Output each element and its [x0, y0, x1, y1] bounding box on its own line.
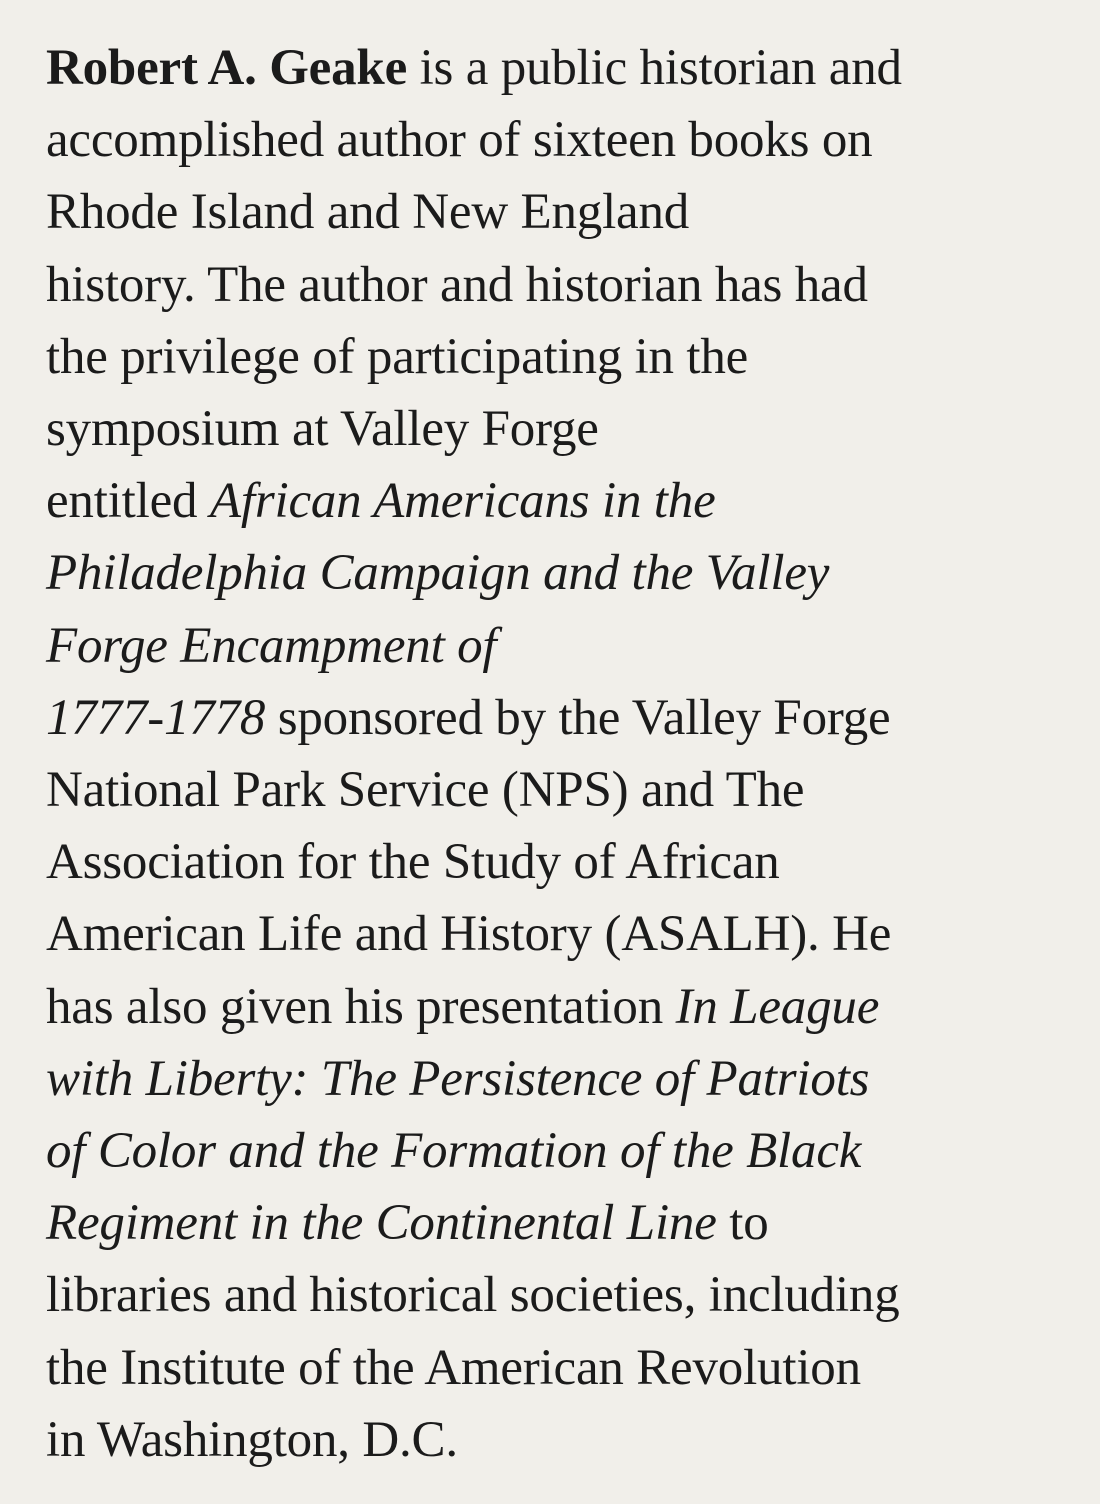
bio-line — [46, 465, 1086, 537]
bio-line — [46, 898, 1086, 970]
presentation-title: Regiment in the Continental Line — [46, 1195, 717, 1252]
author-bio — [46, 32, 1086, 1476]
symposium-title: 1777-1778 — [46, 689, 266, 746]
presentation-title: with Liberty: The Persistence of Patriots — [46, 1050, 870, 1107]
bio-text: symposium at Valley Forge — [46, 401, 599, 458]
bio-text: Rhode Island and New England — [46, 184, 690, 241]
bio-text: Association for the Study of African — [46, 834, 780, 891]
bio-line — [46, 754, 1086, 826]
bio-line — [46, 682, 1086, 754]
bio-line — [46, 1332, 1086, 1404]
bio-line — [46, 104, 1086, 176]
bio-line — [46, 537, 1086, 609]
bio-line — [46, 1259, 1086, 1331]
bio-text: history. The author and historian has had — [46, 256, 868, 313]
symposium-title: Philadelphia Campaign and the Valley — [46, 545, 830, 602]
presentation-title: of Color and the Formation of the Black — [46, 1123, 862, 1180]
bio-text: entitled — [46, 473, 210, 530]
bio-line — [46, 176, 1086, 248]
bio-text: accomplished author of sixteen books on — [46, 112, 873, 169]
bio-text: is a public historian and — [407, 40, 902, 96]
bio-line — [46, 971, 1086, 1043]
bio-line — [46, 1115, 1086, 1187]
author-name: Robert A. Geake — [46, 40, 408, 96]
bio-text: libraries and historical societies, including — [46, 1267, 900, 1324]
bio-text: in Washington, D.C. — [46, 1411, 458, 1468]
bio-line — [46, 1043, 1086, 1115]
bio-text: has also given his presentation — [46, 978, 676, 1035]
bio-line — [46, 1187, 1086, 1259]
bio-line — [46, 610, 1086, 682]
bio-text: National Park Service (NPS) and The — [46, 762, 805, 819]
bio-text: to — [716, 1195, 769, 1252]
bio-line — [46, 1404, 1086, 1476]
bio-line — [46, 32, 1086, 104]
bio-text: sponsored by the Valley Forge — [265, 689, 891, 746]
bio-line — [46, 826, 1086, 898]
bio-line — [46, 393, 1086, 465]
presentation-title: In League — [675, 978, 880, 1035]
bio-text: the Institute of the American Revolution — [46, 1339, 861, 1396]
bio-text: the privilege of participating in the — [46, 328, 749, 385]
bio-line — [46, 249, 1086, 321]
symposium-title: Forge Encampment of — [46, 617, 497, 674]
bio-line — [46, 321, 1086, 393]
symposium-title: African Americans in the — [209, 473, 716, 530]
bio-text: American Life and History (ASALH). He — [46, 906, 892, 963]
